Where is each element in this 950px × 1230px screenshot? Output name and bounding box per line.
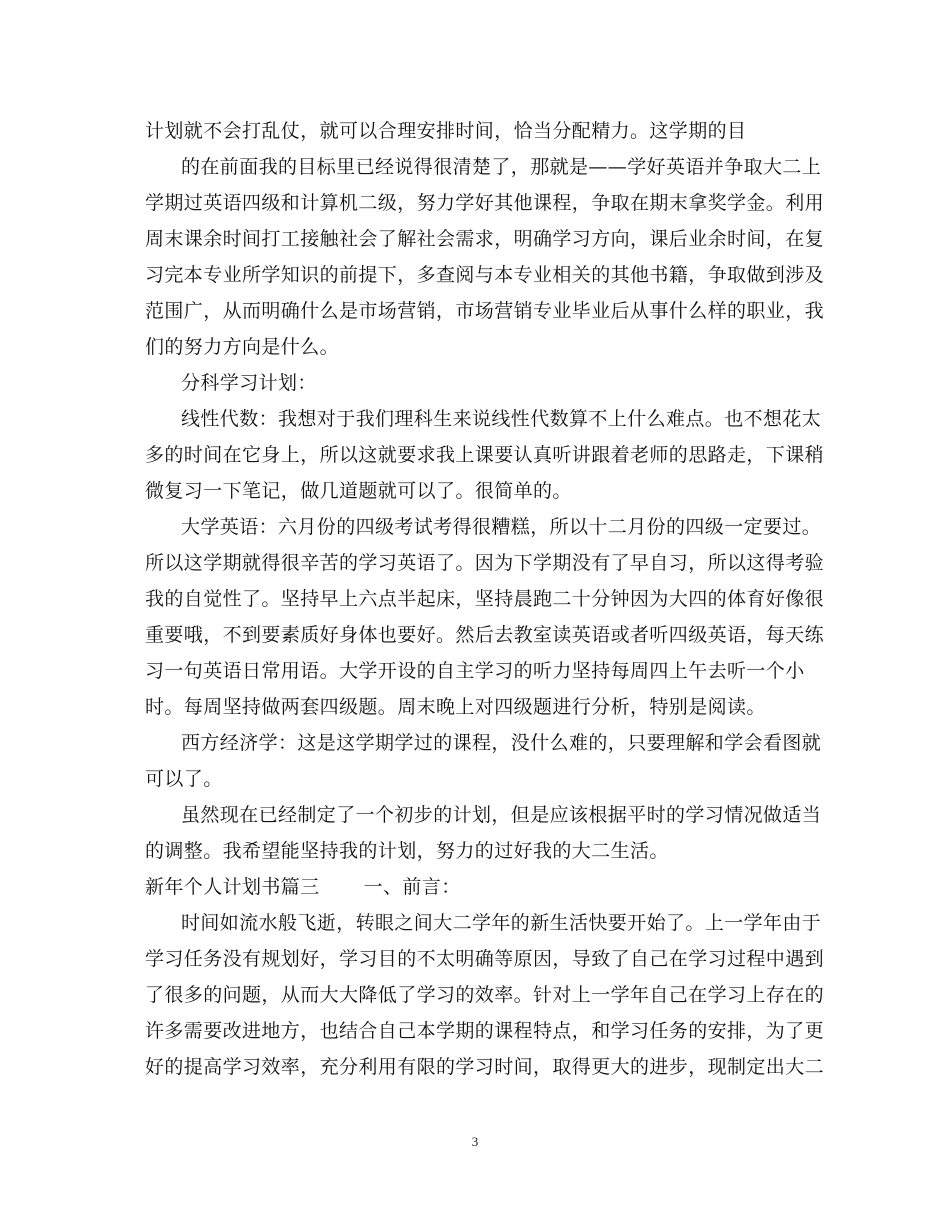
paragraph-line: 学期过英语四级和计算机二级，努力学好其他课程，争取在期末拿奖学金。利用 bbox=[145, 192, 825, 214]
paragraph-line: 大学英语：六月份的四级考试考得很糟糕，所以十二月份的四级一定要过。 bbox=[181, 516, 822, 538]
paragraph-line: 重要哦，不到要素质好身体也要好。然后去教室读英语或者听四级英语，每天练 bbox=[145, 624, 825, 646]
section-heading: 分科学习计划： bbox=[181, 372, 317, 394]
paragraph-line: 习一句英语日常用语。大学开设的自主学习的听力坚持每周四上午去听一个小 bbox=[145, 660, 805, 682]
paragraph-line: 们的努力方向是什么。 bbox=[145, 336, 340, 358]
paragraph-line: 时间如流水般飞逝，转眼之间大二学年的新生活快要开始了。上一学年由于 bbox=[181, 912, 822, 934]
article-title: 新年个人计划书篇三 bbox=[145, 876, 320, 898]
paragraph-line: 习完本专业所学知识的前提下，多查阅与本专业相关的其他书籍，争取做到涉及 bbox=[145, 264, 825, 286]
paragraph-line: 线性代数：我想对于我们理科生来说线性代数算不上什么难点。也不想花太 bbox=[181, 408, 822, 430]
paragraph-line: 了很多的问题，从而大大降低了学习的效率。针对上一学年自己在学习上存在的 bbox=[145, 984, 825, 1006]
paragraph-line: 时。每周坚持做两套四级题。周末晚上对四级题进行分析，特别是阅读。 bbox=[145, 696, 766, 718]
paragraph-line: 可以了。 bbox=[145, 768, 223, 790]
paragraph-line: 计划就不会打乱仗，就可以合理安排时间，恰当分配精力。这学期的目 bbox=[145, 120, 747, 142]
paragraph-line: 虽然现在已经制定了一个初步的计划，但是应该根据平时的学习情况做适当 bbox=[181, 804, 822, 826]
paragraph-line: 好的提高学习效率，充分利用有限的学习时间，取得更大的进步，现制定出大二 bbox=[145, 1056, 825, 1078]
page-number: 3 bbox=[471, 1134, 479, 1149]
paragraph-line: 的在前面我的目标里已经说得很清楚了，那就是——学好英语并争取大二上 bbox=[181, 156, 822, 178]
article-heading bbox=[145, 875, 461, 899]
paragraph-line: 许多需要改进地方，也结合自己本学期的课程特点，和学习任务的安排，为了更 bbox=[145, 1020, 825, 1042]
paragraph-line: 周末课余时间打工接触社会了解社会需求，明确学习方向，课后业余时间，在复 bbox=[145, 228, 825, 250]
paragraph-line: 学习任务没有规划好，学习目的不太明确等原因，导致了自己在学习过程中遇到 bbox=[145, 948, 825, 970]
paragraph-line: 微复习一下笔记，做几道题就可以了。很简单的。 bbox=[145, 480, 572, 502]
paragraph-line: 所以这学期就得很辛苦的学习英语了。因为下学期没有了早自习，所以这得考验 bbox=[145, 552, 825, 574]
section-title: 一、前言： bbox=[363, 876, 461, 898]
paragraph-line: 的调整。我希望能坚持我的计划，努力的过好我的大二生活。 bbox=[145, 840, 669, 862]
paragraph-line: 西方经济学：这是这学期学过的课程，没什么难的，只要理解和学会看图就 bbox=[181, 732, 822, 754]
paragraph-line: 范围广，从而明确什么是市场营销，市场营销专业毕业后从事什么样的职业，我 bbox=[145, 300, 825, 322]
paragraph-line: 多的时间在它身上，所以这就要求我上课要认真听讲跟着老师的思路走，下课稍 bbox=[145, 444, 825, 466]
paragraph-line: 我的自觉性了。坚持早上六点半起床，坚持晨跑二十分钟因为大四的体育好像很 bbox=[145, 588, 825, 610]
